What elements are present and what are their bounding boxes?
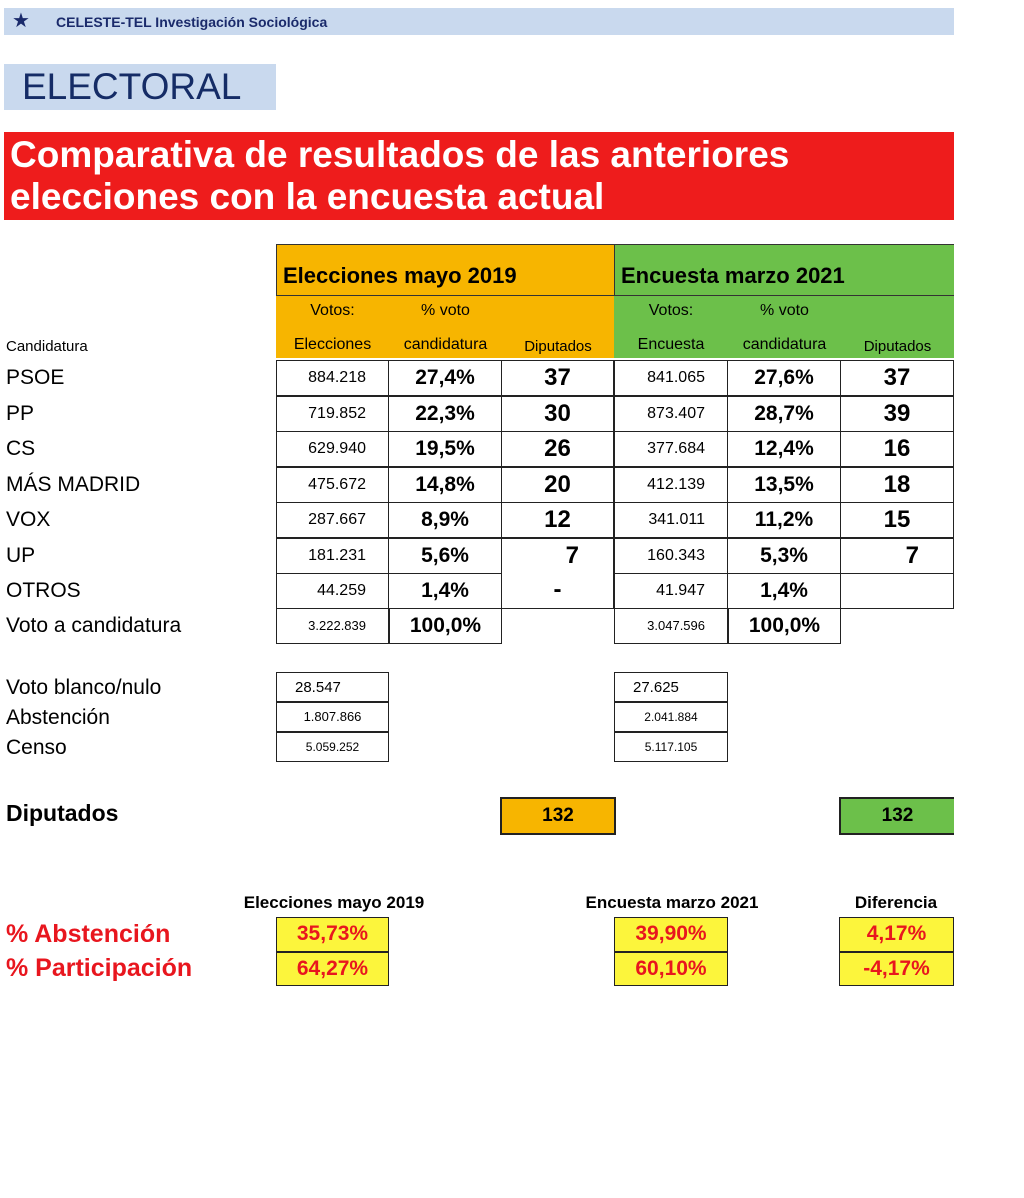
cell-votes-2019: 475.672: [276, 467, 389, 503]
col-header-votos-encuesta: Votos: Encuesta: [614, 296, 728, 358]
cell-votes-2021: 341.011: [614, 502, 728, 538]
col-header-diputados-2021: Diputados: [841, 296, 954, 358]
cell-diputados-2021: 39: [841, 396, 954, 432]
cell-pct-2021: 12,4%: [728, 431, 841, 467]
title-line-2: elecciones con la encuesta actual: [10, 176, 605, 217]
cell-votes-2021: 841.065: [614, 360, 728, 396]
total-pct-2021: 100,0%: [728, 608, 841, 644]
cell-votes-2019: 719.852: [276, 396, 389, 432]
cell-pct-2019: 22,3%: [389, 396, 502, 432]
party-name: VOX: [6, 508, 51, 531]
abstencion-2019: 1.807.866: [276, 702, 389, 732]
party-name: PSOE: [6, 366, 65, 389]
summary-header-diff: Diferencia: [854, 893, 938, 912]
abstencion-2019-pct: 35,73%: [276, 917, 389, 952]
candidatura-header: Candidatura: [6, 338, 88, 355]
page-title: [4, 132, 954, 220]
col-header-pct-2021: % voto candidatura: [728, 296, 841, 358]
header-bar: [4, 8, 954, 35]
total-label: Voto a candidatura: [6, 614, 182, 637]
cell-votes-2019: 287.667: [276, 502, 389, 538]
cell-diputados-2021: 37: [841, 360, 954, 396]
cell-diputados-2019: 20: [502, 467, 614, 503]
participacion-2019-pct: 64,27%: [276, 952, 389, 986]
party-name: UP: [6, 543, 36, 567]
col-header-votos-elecciones: Votos: Elecciones: [276, 296, 389, 358]
cell-pct-2019: 19,5%: [389, 431, 502, 467]
blanco-2019: 28.547: [276, 672, 389, 702]
censo-2021: 5.117.105: [614, 732, 728, 762]
diputados-total-2021: 132: [839, 797, 954, 835]
cell-votes-2021: 377.684: [614, 431, 728, 467]
col-header-diputados-2019: Diputados: [502, 296, 614, 358]
censo-label: Censo: [6, 736, 67, 759]
party-name: PP: [6, 401, 35, 425]
group-header-2019: Elecciones mayo 2019: [276, 244, 614, 296]
participacion-2021-pct: 60,10%: [614, 952, 728, 986]
cell-diputados-2019: 37: [502, 360, 614, 396]
diputados-label: Diputados: [6, 800, 119, 826]
blanco-label: Voto blanco/nulo: [6, 676, 162, 699]
party-name: CS: [6, 437, 36, 460]
cell-pct-2019: 8,9%: [389, 502, 502, 538]
abstencion-2021: 2.041.884: [614, 702, 728, 732]
blanco-2021: 27.625: [614, 672, 728, 702]
participacion-pct-label: % Participación: [6, 954, 193, 982]
abstencion-pct-label: % Abstención: [6, 920, 171, 948]
cell-pct-2019: 27,4%: [389, 360, 502, 396]
col-header-pct-2019: % voto candidatura: [389, 296, 502, 358]
total-votes-2021: 3.047.596: [614, 608, 728, 644]
censo-2019: 5.059.252: [276, 732, 389, 762]
cell-pct-2021: 13,5%: [728, 467, 841, 503]
abstencion-diff: 4,17%: [839, 917, 954, 952]
cell-votes-2019: 44.259: [276, 573, 389, 609]
cell-diputados-2021: 7: [841, 538, 954, 574]
summary-header-2021: Encuesta marzo 2021: [585, 893, 759, 912]
group-header-2021: Encuesta marzo 2021: [614, 244, 954, 296]
abstencion-label: Abstención: [6, 706, 110, 729]
abstencion-2021-pct: 39,90%: [614, 917, 728, 952]
diputados-total-2019: 132: [500, 797, 616, 835]
cell-votes-2021: 412.139: [614, 467, 728, 503]
cell-diputados-2021: [841, 573, 954, 609]
cell-pct-2021: 27,6%: [728, 360, 841, 396]
cell-diputados-2021: 16: [841, 431, 954, 467]
cell-diputados-2021: 15: [841, 502, 954, 538]
org-name: CELESTE-TEL Investigación Sociológica: [56, 14, 328, 30]
cell-votes-2021: 873.407: [614, 396, 728, 432]
total-votes-2019: 3.222.839: [276, 608, 389, 644]
cell-pct-2021: 28,7%: [728, 396, 841, 432]
cell-diputados-2019: 7: [502, 538, 614, 574]
cell-pct-2021: 5,3%: [728, 538, 841, 574]
cell-diputados-2019: 30: [502, 396, 614, 432]
summary-header-2019: Elecciones mayo 2019: [243, 893, 425, 912]
total-pct-2019: 100,0%: [389, 608, 502, 644]
cell-pct-2021: 11,2%: [728, 502, 841, 538]
cell-diputados-2019: 12: [502, 502, 614, 538]
cell-pct-2019: 5,6%: [389, 538, 502, 574]
cell-votes-2021: 160.343: [614, 538, 728, 574]
party-name: MÁS MADRID: [6, 472, 141, 496]
cell-votes-2021: 41.947: [614, 573, 728, 609]
cell-pct-2019: 1,4%: [389, 573, 502, 609]
party-name: OTROS: [6, 579, 81, 602]
cell-diputados-2019: -: [502, 573, 614, 609]
section-title: ELECTORAL: [4, 64, 276, 110]
star-icon: ★: [12, 10, 30, 32]
cell-votes-2019: 181.231: [276, 538, 389, 574]
participacion-diff: -4,17%: [839, 952, 954, 986]
cell-votes-2019: 629.940: [276, 431, 389, 467]
cell-diputados-2021: 18: [841, 467, 954, 503]
cell-pct-2019: 14,8%: [389, 467, 502, 503]
cell-diputados-2019: 26: [502, 431, 614, 467]
cell-votes-2019: 884.218: [276, 360, 389, 396]
title-line-1: Comparativa de resultados de las anteriores: [10, 134, 790, 175]
cell-pct-2021: 1,4%: [728, 573, 841, 609]
